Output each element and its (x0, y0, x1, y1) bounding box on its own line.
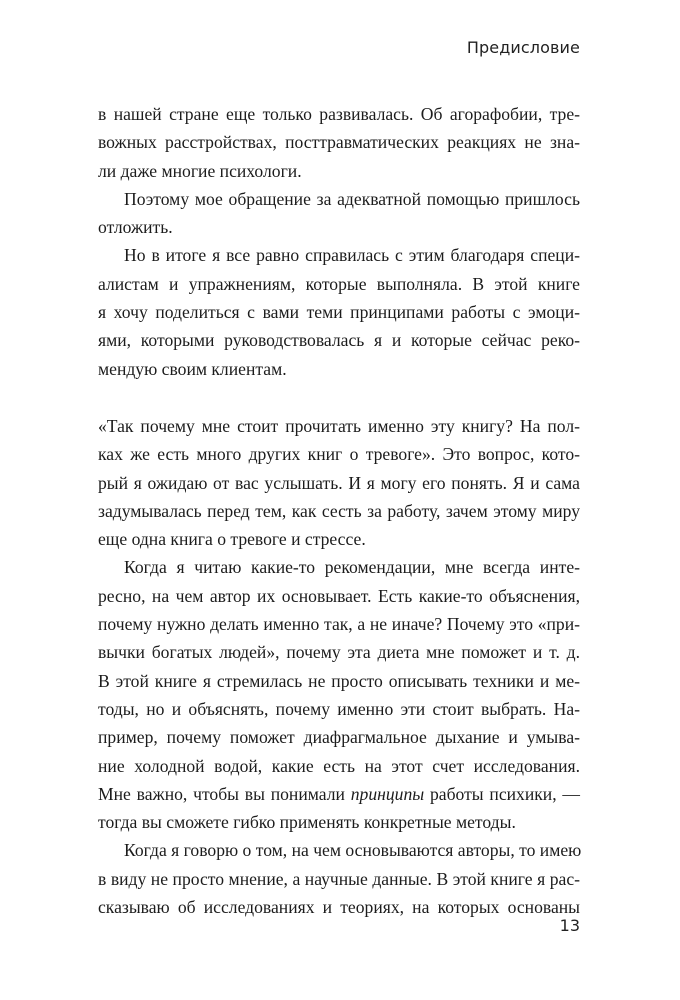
text-line: мендую своим клиентам. (98, 358, 287, 379)
text-line: тоды, но и объяснять, почему именно эти стоит выбрать. На- (98, 698, 580, 719)
text-line: почему нужно делать именно так, а не иначе? Почему это «при- (98, 614, 580, 635)
text-line: я хочу поделиться с вами теми принципами работы с эмоци- (98, 302, 580, 323)
text-line: в виду не просто мнение, а научные данные. В этой книге я рас- (98, 868, 580, 889)
paragraph (98, 241, 580, 382)
text-fragment: Мне важно, чтобы вы понимали (98, 783, 351, 804)
text-line: пример, почему поможет диафрагмальное дыхание и умыва- (98, 727, 580, 748)
text-block-bottom (98, 412, 580, 921)
italic-term: принципы (350, 783, 425, 804)
text-line: в нашей стране еще только развивалась. Об агорафобии, тре- (98, 104, 580, 124)
text-fragment: работы психики, — (424, 783, 581, 804)
text-line: алистам и упражнениям, которые выполняла. В этой книге (98, 273, 580, 294)
text-line: вычки богатых людей», почему эта диета мне поможет и т. д. (98, 642, 580, 663)
text-line: тогда вы сможете гибко применять конкретные методы. (98, 812, 516, 833)
text-line: сказываю об исследованиях и теориях, на которых основаны (98, 897, 580, 918)
paragraph (98, 100, 580, 185)
text-block-top (98, 100, 580, 383)
text-line: еще одна книга о тревоге и стрессе. (98, 529, 366, 550)
text-line: отложить. (98, 217, 173, 238)
text-line (98, 780, 580, 808)
text-line: Но в итоге я все равно справилась с этим благодаря специ- (124, 245, 580, 266)
text-line: ли даже многие психологи. (98, 160, 302, 181)
text-line: ями, которыми руководствовалась я и которые сейчас реко- (98, 330, 580, 351)
text-line: вожных расстройствах, посттравматических реакциях не зна- (98, 132, 580, 153)
paragraph (98, 185, 580, 242)
text-line: рый я ожидаю от вас услышать. И я могу его понять. Я и сама (98, 472, 580, 493)
text-line: задумывалась перед тем, как сесть за работу, зачем этому миру (98, 500, 580, 521)
text-line: «Так почему мне стоит прочитать именно эту книгу? На пол- (98, 416, 580, 436)
page-number: 13 (559, 916, 580, 935)
text-line: Когда я говорю о том, на чем основываются авторы, то имею (124, 840, 582, 861)
paragraph (98, 836, 580, 921)
running-head-title: Предисловие (466, 38, 580, 57)
paragraph (98, 412, 580, 553)
text-line: Поэтому мое обращение за адекватной помощью пришлось (124, 188, 580, 209)
text-line: ках же есть много других книг о тревоге». Это вопрос, кото- (98, 444, 580, 465)
text-line: ресно, на чем автор их основывает. Есть какие-то объяснения, (98, 585, 580, 606)
paragraph (98, 553, 580, 836)
text-line: В этой книге я стремилась не просто описывать техники и ме- (98, 670, 580, 691)
text-line: ние холодной водой, какие есть на этот счет исследования. (98, 755, 580, 776)
text-line: Когда я читаю какие-то рекомендации, мне всегда инте- (124, 557, 580, 578)
